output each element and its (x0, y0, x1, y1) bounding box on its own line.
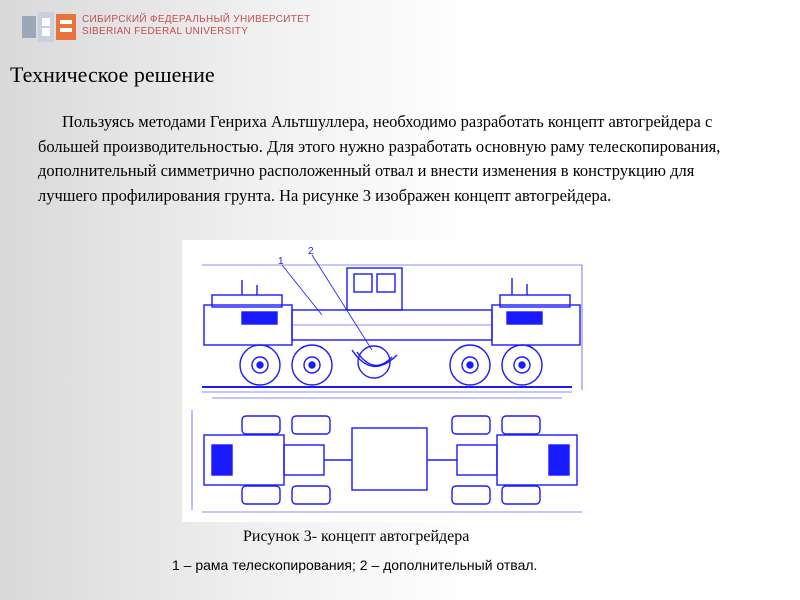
sfu-logo-icon (22, 12, 78, 42)
slide-title: Техническое решение (10, 62, 215, 87)
slide-paragraph: Пользуясь методами Генриха Альтшуллера, необходимо разработать концепт автогрейдера с большей производительностью. Для этого нужно разработать основную раму телескопирования, дополнительный симметрично расположенный отвал и внести изменения в конструкцию для лучшего профилирования грунта. На рисунке 3 изображен концепт автогрейдера. (38, 112, 721, 205)
plan-view (192, 410, 582, 512)
callout-2: 2 (308, 246, 314, 257)
side-view (202, 255, 582, 398)
university-name-ru: СИБИРСКИЙ ФЕДЕРАЛЬНЫЙ УНИВЕРСИТЕТ (82, 14, 311, 25)
university-name-en: SIBERIAN FEDERAL UNIVERSITY (82, 26, 249, 37)
callout-1: 1 (278, 256, 284, 267)
university-name (82, 14, 311, 38)
figure-legend: 1 – рама телескопирования; 2 – дополнительный отвал. (172, 557, 538, 573)
grader-drawing (182, 240, 602, 522)
figure-caption: Рисунок 3- концепт автогрейдера (243, 528, 470, 545)
grader-drawing-svg (182, 240, 602, 522)
